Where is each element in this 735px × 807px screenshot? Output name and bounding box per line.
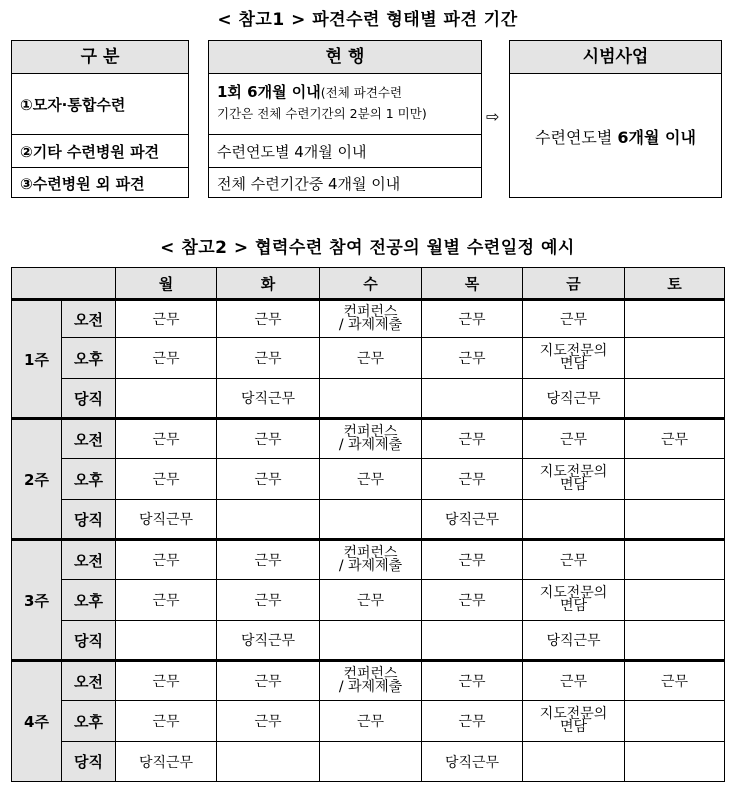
schedule-cell: 당직근무	[422, 500, 523, 540]
schedule-cell: 근무	[116, 661, 217, 701]
pilot-column	[509, 40, 722, 198]
schedule-cell: 컨퍼런스 / 과제제출	[320, 661, 422, 701]
schedule-cell: 당직근무	[523, 621, 625, 661]
schedule-row	[12, 300, 725, 338]
week-label: 1주	[12, 300, 62, 419]
slot-label: 오전	[62, 540, 116, 580]
ref1-title: < 참고1 > 파견수련 형태별 파견 기간	[217, 10, 518, 30]
day-header: 화	[217, 268, 320, 300]
slot-label: 오전	[62, 661, 116, 701]
schedule-cell: 근무	[320, 580, 422, 621]
week-label: 4주	[12, 661, 62, 782]
schedule-cell: 당직근무	[217, 379, 320, 419]
schedule-cell: 컨퍼런스 / 과제제출	[320, 300, 422, 338]
schedule-cell: 근무	[523, 661, 625, 701]
schedule-row	[12, 500, 725, 540]
schedule-cell: 근무	[116, 540, 217, 580]
schedule-cell	[422, 379, 523, 419]
schedule-cell: 근무	[320, 338, 422, 379]
schedule-cell	[625, 300, 725, 338]
week-label: 2주	[12, 419, 62, 540]
corner-cell	[12, 268, 116, 300]
schedule-cell	[320, 621, 422, 661]
week-label: 3주	[12, 540, 62, 661]
pilot-value	[510, 74, 721, 198]
schedule-cell	[625, 500, 725, 540]
schedule-cell	[320, 379, 422, 419]
schedule-cell	[523, 500, 625, 540]
schedule-row	[12, 701, 725, 742]
schedule-cell: 당직근무	[116, 500, 217, 540]
schedule-cell: 근무	[320, 701, 422, 742]
current-1-rest2: 기간은 전체 수련기간의 2분의 1 미만)	[217, 106, 427, 121]
schedule-cell: 근무	[422, 459, 523, 500]
schedule-cell: 근무	[217, 459, 320, 500]
schedule-cell: 근무	[116, 419, 217, 459]
schedule-cell: 근무	[217, 701, 320, 742]
schedule-cell	[523, 742, 625, 782]
schedule-cell	[625, 459, 725, 500]
slot-label: 오후	[62, 580, 116, 621]
category-1: ①모자·통합수련	[20, 95, 126, 114]
category-3: ③수련병원 외 파견	[12, 167, 188, 198]
schedule-cell	[625, 540, 725, 580]
schedule-cell	[217, 500, 320, 540]
current-1	[209, 74, 481, 134]
schedule-cell: 근무	[422, 701, 523, 742]
pilot-header: 시범사업	[510, 41, 721, 74]
category-header: 구 분	[12, 41, 188, 74]
current-2: 수련연도별 4개월 이내	[209, 134, 481, 167]
schedule-cell: 근무	[217, 661, 320, 701]
schedule-row	[12, 621, 725, 661]
current-1-rest1: (전체 파견수련	[320, 85, 403, 100]
schedule-cell: 근무	[523, 300, 625, 338]
schedule-cell: 근무	[116, 580, 217, 621]
schedule-cell	[116, 621, 217, 661]
schedule-cell: 근무	[116, 338, 217, 379]
schedule-cell	[625, 338, 725, 379]
schedule-cell: 컨퍼런스 / 과제제출	[320, 540, 422, 580]
pilot-bold: 6개월 이내	[617, 127, 696, 147]
schedule-cell	[116, 379, 217, 419]
slot-label: 오전	[62, 300, 116, 338]
schedule-cell: 지도전문의 면담	[523, 701, 625, 742]
slot-label: 오후	[62, 338, 116, 379]
schedule-cell: 근무	[625, 419, 725, 459]
category-column	[11, 40, 189, 198]
schedule-cell: 당직근무	[217, 621, 320, 661]
schedule-cell	[320, 500, 422, 540]
schedule-cell: 근무	[320, 459, 422, 500]
schedule-cell	[625, 379, 725, 419]
schedule-cell	[625, 701, 725, 742]
day-header: 수	[320, 268, 422, 300]
schedule-row	[12, 742, 725, 782]
schedule-row	[12, 540, 725, 580]
schedule-cell: 근무	[116, 459, 217, 500]
category-2: ②기타 수련병원 파견	[12, 134, 188, 167]
schedule-cell: 근무	[523, 540, 625, 580]
schedule-cell: 근무	[217, 300, 320, 338]
slot-label: 당직	[62, 379, 116, 419]
schedule-cell	[625, 580, 725, 621]
slot-label: 오후	[62, 459, 116, 500]
schedule-row	[12, 459, 725, 500]
schedule-cell: 근무	[422, 300, 523, 338]
schedule-cell: 근무	[217, 338, 320, 379]
day-header: 월	[116, 268, 217, 300]
schedule-cell: 당직근무	[116, 742, 217, 782]
schedule-cell: 근무	[217, 580, 320, 621]
slot-label: 당직	[62, 500, 116, 540]
current-3: 전체 수련기간중 4개월 이내	[209, 167, 481, 198]
schedule-cell	[422, 621, 523, 661]
schedule-row	[12, 379, 725, 419]
schedule-row	[12, 419, 725, 459]
schedule-cell: 근무	[625, 661, 725, 701]
schedule-cell: 근무	[422, 419, 523, 459]
slot-label: 오후	[62, 701, 116, 742]
schedule-cell: 근무	[422, 540, 523, 580]
schedule-cell: 지도전문의 면담	[523, 459, 625, 500]
schedule-cell	[625, 621, 725, 661]
schedule-cell: 지도전문의 면담	[523, 338, 625, 379]
right-arrow-icon: ⇨	[486, 107, 500, 126]
ref2-title: < 참고2 > 협력수련 참여 전공의 월별 수련일정 예시	[160, 238, 575, 258]
schedule-cell: 컨퍼런스 / 과제제출	[320, 419, 422, 459]
schedule-row	[12, 580, 725, 621]
schedule-cell	[625, 742, 725, 782]
slot-label: 당직	[62, 621, 116, 661]
schedule-cell: 근무	[217, 419, 320, 459]
day-header: 목	[422, 268, 523, 300]
schedule-cell: 근무	[422, 580, 523, 621]
slot-label: 당직	[62, 742, 116, 782]
schedule-row	[12, 661, 725, 701]
slot-label: 오전	[62, 419, 116, 459]
schedule-cell: 근무	[523, 419, 625, 459]
schedule-cell: 근무	[217, 540, 320, 580]
current-column	[208, 40, 482, 198]
pilot-prefix: 수련연도별	[535, 127, 618, 147]
current-header: 현 행	[209, 41, 481, 74]
schedule-cell: 근무	[116, 300, 217, 338]
day-header: 금	[523, 268, 625, 300]
schedule-cell	[217, 742, 320, 782]
current-1-bold: 1회 6개월 이내	[217, 83, 321, 101]
schedule-cell: 지도전문의 면담	[523, 580, 625, 621]
schedule-row	[12, 338, 725, 379]
schedule-cell: 근무	[422, 661, 523, 701]
schedule-table	[11, 267, 725, 782]
schedule-cell	[320, 742, 422, 782]
schedule-cell: 근무	[116, 701, 217, 742]
schedule-cell: 당직근무	[422, 742, 523, 782]
day-header: 토	[625, 268, 725, 300]
schedule-cell: 당직근무	[523, 379, 625, 419]
schedule-cell: 근무	[422, 338, 523, 379]
